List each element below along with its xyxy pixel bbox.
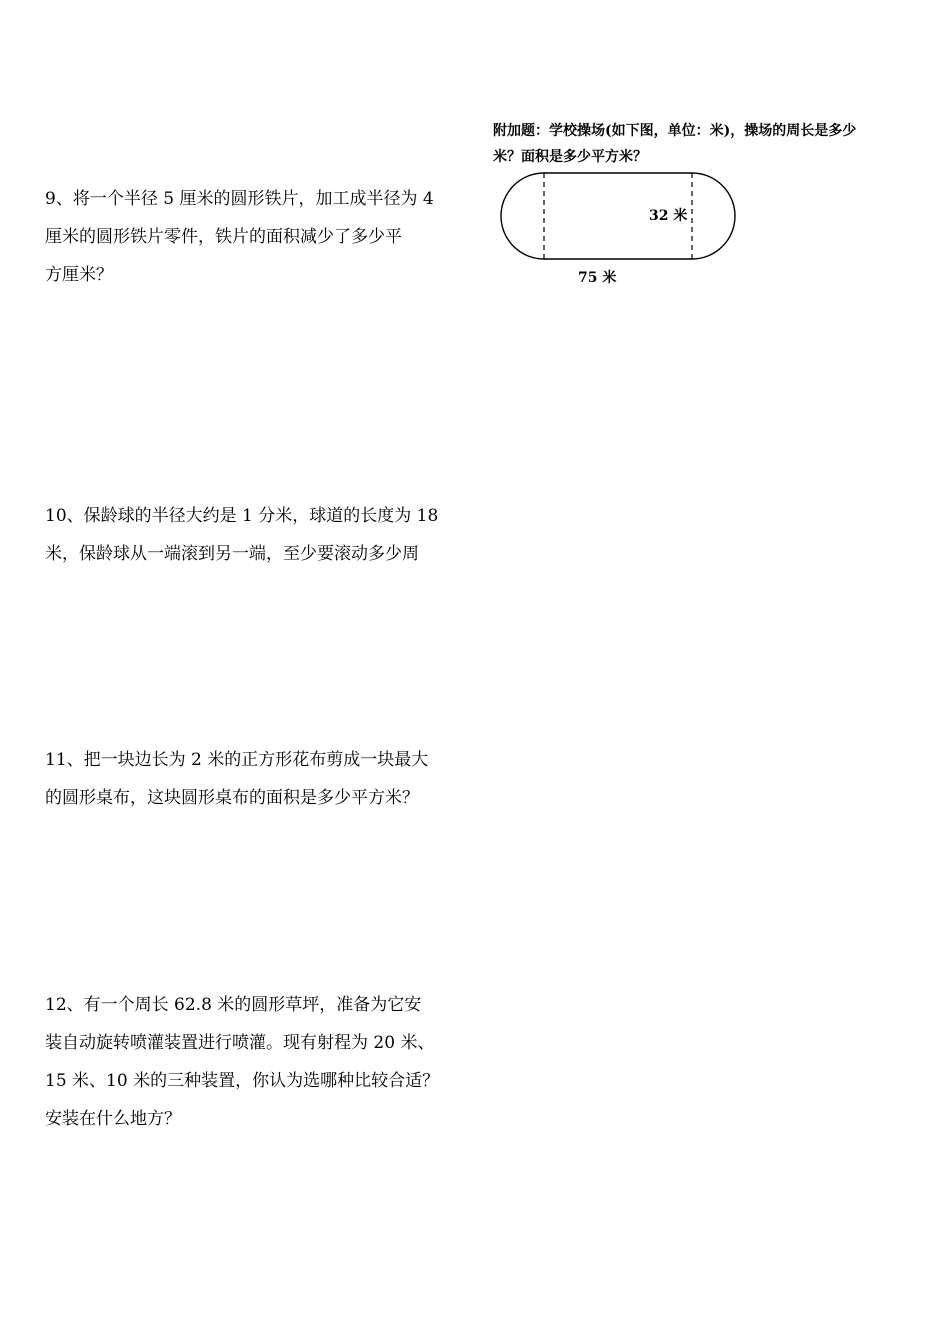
playground-outline xyxy=(501,173,735,259)
length-label: 75 米 xyxy=(578,270,617,286)
bonus-line: 附加题：学校操场(如下图，单位：米)，操场的周长是多少 xyxy=(493,123,857,139)
bonus-line: 米？面积是多少平方米？ xyxy=(493,149,647,165)
problem-line: 装自动旋转喷灌装置进行喷灌。现有射程为 20 米、 xyxy=(45,1033,435,1053)
problem-line: 15 米、10 米的三种装置，你认为选哪种比较合适？ xyxy=(45,1071,440,1091)
problem-10 xyxy=(45,497,470,573)
height-label: 32 米 xyxy=(649,208,688,224)
bonus-question xyxy=(493,118,923,170)
problem-line: 米，保龄球从一端滚到另一端，至少要滚动多少周 xyxy=(45,544,419,564)
problem-12 xyxy=(45,986,470,1138)
problem-line: 方厘米？ xyxy=(45,265,113,285)
playground-figure xyxy=(485,166,745,290)
problem-9 xyxy=(45,180,470,294)
problem-line: 厘米的圆形铁片零件，铁片的面积减少了多少平 xyxy=(45,227,402,247)
problem-line: 安装在什么地方？ xyxy=(45,1109,181,1129)
problem-line: 10、保龄球的半径大约是 1 分米，球道的长度为 18 xyxy=(45,506,439,526)
problem-line: 的圆形桌布，这块圆形桌布的面积是多少平方米？ xyxy=(45,788,419,808)
problem-line: 11、把一块边长为 2 米的正方形花布剪成一块最大 xyxy=(45,750,429,770)
problem-line: 9、将一个半径 5 厘米的圆形铁片，加工成半径为 4 xyxy=(45,189,434,209)
problem-11 xyxy=(45,741,470,817)
problem-line: 12、有一个周长 62.8 米的圆形草坪，准备为它安 xyxy=(45,995,422,1015)
